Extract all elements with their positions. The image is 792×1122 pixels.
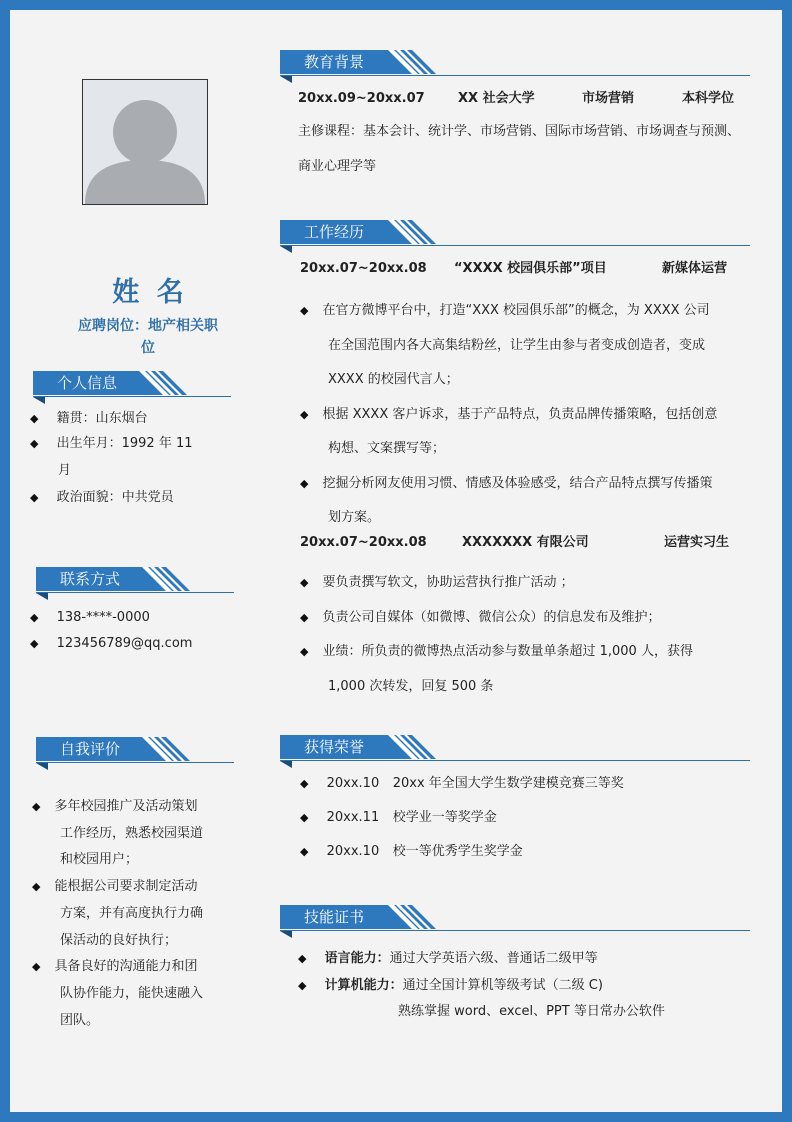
self-eval-line: 团队。 xyxy=(60,1012,100,1028)
diamond-icon: ◆ xyxy=(300,610,309,624)
ribbon-fold xyxy=(36,763,48,770)
education-school: XX 社会大学 xyxy=(458,91,535,106)
education-courses-continued: 商业心理学等 xyxy=(298,159,377,174)
education-courses: 主修课程：基本会计、统计学、市场营销、国际市场营销、市场调查与预测、 xyxy=(298,124,741,139)
diamond-icon: ◆ xyxy=(298,952,307,965)
target-position xyxy=(68,315,228,359)
diamond-icon: ◆ xyxy=(300,407,309,421)
self-eval-line xyxy=(32,954,232,981)
diamond-icon: ◆ xyxy=(300,845,309,858)
section-rule xyxy=(280,245,750,246)
job-role: 新媒体运营 xyxy=(662,261,728,276)
duty-line xyxy=(300,601,693,636)
education-period: 20xx.09~20xx.07 xyxy=(298,91,425,106)
section-header-personal xyxy=(33,371,231,397)
duty-line xyxy=(300,635,693,670)
job-duties xyxy=(300,294,717,536)
diamond-icon: ◆ xyxy=(32,960,41,974)
duty-text: 负责公司自媒体（如微博、微信公众）的信息发布及维护； xyxy=(322,609,661,625)
diamond-icon: ◆ xyxy=(30,637,39,650)
section-header-honors xyxy=(280,735,750,761)
skill-text: 通过全国计算机等级考试（二级 C) xyxy=(402,978,603,993)
contact-email xyxy=(30,635,192,653)
personal-item xyxy=(30,410,148,428)
job-period: 20xx.07~20xx.08 xyxy=(300,261,427,276)
diamond-icon: ◆ xyxy=(32,800,41,813)
diamond-icon: ◆ xyxy=(300,811,309,824)
honor-item xyxy=(300,843,523,861)
honor-text: 校学业一等奖学金 xyxy=(392,810,497,825)
duty-line xyxy=(300,566,693,601)
target-position-line: 应聘岗位：地产相关职 xyxy=(78,318,218,334)
ribbon-fold xyxy=(280,76,292,83)
honor-item xyxy=(300,809,497,827)
duty-line: 划方案。 xyxy=(328,510,381,525)
stripe-decoration xyxy=(382,735,444,759)
duty-line: XXXX 的校园代言人； xyxy=(328,372,459,387)
skill-label: 计算机能力： xyxy=(324,978,403,993)
diamond-icon: ◆ xyxy=(30,437,39,450)
self-eval-line: 方案，并有高度执行力确 xyxy=(60,905,204,921)
diamond-icon: ◆ xyxy=(298,979,307,992)
section-title-education: 教育背景 xyxy=(280,50,384,74)
duty-text: 根据 XXXX 客户诉求，基于产品特点，负责品牌传播策略，包括创意 xyxy=(322,406,718,422)
personal-item-text: 政治面貌：中共党员 xyxy=(56,490,174,505)
duty-line: 1,000 次转发，回复 500 条 xyxy=(328,678,494,694)
honor-item xyxy=(300,775,624,793)
education-major: 市场营销 xyxy=(582,91,635,106)
duty-line: 在全国范围内各大高集结粉丝，让学生由参与者变成创造者，变成 xyxy=(328,337,706,353)
stripe-decoration xyxy=(382,905,444,929)
phone-text: 138-****-0000 xyxy=(56,610,150,625)
honor-date: 20xx.10 xyxy=(326,844,380,859)
section-title-work: 工作经历 xyxy=(280,220,384,244)
self-eval-list xyxy=(32,794,232,1034)
duty-line xyxy=(300,467,717,502)
section-rule xyxy=(280,75,750,76)
duty-line xyxy=(300,294,717,329)
personal-item xyxy=(30,489,174,507)
honor-date: 20xx.11 xyxy=(326,810,380,825)
avatar xyxy=(82,79,208,205)
honor-text: 20xx 年全国大学生数学建模竞赛三等奖 xyxy=(392,776,624,791)
personal-item-continued: 月 xyxy=(58,463,72,478)
honor-date: 20xx.10 xyxy=(326,776,380,791)
contact-phone xyxy=(30,609,150,627)
diamond-icon: ◆ xyxy=(300,645,309,658)
diamond-icon: ◆ xyxy=(32,880,41,894)
duty-text: 在官方微博平台中，打造“XXX 校园俱乐部”的概念，为 XXXX 公司 xyxy=(322,303,710,318)
ribbon-fold xyxy=(36,593,48,600)
section-title-contact: 联系方式 xyxy=(36,567,138,591)
section-rule xyxy=(36,592,234,593)
self-eval-text: 具备良好的沟通能力和团 xyxy=(54,959,198,975)
section-header-work xyxy=(280,220,750,246)
self-eval-text: 能根据公司要求制定活动 xyxy=(54,879,198,895)
job-duties xyxy=(300,566,693,704)
duty-text: 业绩：所负责的微博热点活动参与数量单条超过 1,000 人，获得 xyxy=(322,644,693,659)
self-eval-line: 工作经历，熟悉校园渠道 xyxy=(60,825,204,841)
section-title-personal: 个人信息 xyxy=(33,371,135,395)
duty-line xyxy=(300,398,717,433)
target-position-line: 位 xyxy=(141,340,155,356)
section-rule xyxy=(280,930,750,931)
duty-text: 挖掘分析网友使用习惯、情感及体验感受，结合产品特点撰写传播策 xyxy=(322,475,713,491)
skill-computer xyxy=(298,977,603,995)
duty-line: 构想、文案撰写等； xyxy=(328,441,446,456)
stripe-decoration xyxy=(136,737,198,761)
section-title-self-eval: 自我评价 xyxy=(36,737,138,761)
ribbon-fold xyxy=(33,397,45,404)
skill-language xyxy=(298,950,598,968)
self-eval-line: 和校园用户； xyxy=(60,852,139,868)
honor-text: 校一等优秀学生奖学金 xyxy=(392,844,523,859)
section-title-skills: 技能证书 xyxy=(280,905,384,929)
ribbon-fold xyxy=(280,246,292,253)
diamond-icon: ◆ xyxy=(300,476,309,490)
candidate-name: 姓 名 xyxy=(112,277,188,308)
diamond-icon: ◆ xyxy=(30,611,39,624)
self-eval-line xyxy=(32,874,232,901)
diamond-icon: ◆ xyxy=(30,491,39,504)
personal-item-text: 出生年月：1992 年 11 xyxy=(56,436,193,451)
stripe-decoration xyxy=(136,567,198,591)
section-title-honors: 获得荣誉 xyxy=(280,735,384,759)
job-project: “XXXX 校园俱乐部”项目 xyxy=(454,261,607,276)
email-text: 123456789@qq.com xyxy=(56,636,193,651)
skill-text: 通过大学英语六级、普通话二级甲等 xyxy=(389,951,598,966)
education-degree: 本科学位 xyxy=(682,91,735,106)
section-header-skills xyxy=(280,905,750,931)
section-rule xyxy=(280,760,750,761)
job-company: XXXXXXX 有限公司 xyxy=(462,535,589,550)
self-eval-line: 保活动的良好执行； xyxy=(60,932,178,948)
self-eval-line: 队协作能力，能快速融入 xyxy=(60,985,204,1001)
job-period: 20xx.07~20xx.08 xyxy=(300,535,427,550)
duty-text: 要负责撰写软文，协助运营执行推广活动 ； xyxy=(322,575,574,590)
section-header-self-eval xyxy=(36,737,234,763)
diamond-icon: ◆ xyxy=(30,412,39,425)
self-eval-line xyxy=(32,794,232,821)
section-rule xyxy=(33,396,231,397)
section-header-contact xyxy=(36,567,234,593)
skill-computer-continued: 熟练掌握 word、excel、PPT 等日常办公软件 xyxy=(398,1004,665,1019)
stripe-decoration xyxy=(133,371,195,395)
personal-item-text: 籍贯：山东烟台 xyxy=(56,411,148,426)
diamond-icon: ◆ xyxy=(300,576,309,589)
section-rule xyxy=(36,762,234,763)
ribbon-fold xyxy=(280,931,292,938)
section-header-education xyxy=(280,50,750,76)
personal-item xyxy=(30,435,193,453)
diamond-icon: ◆ xyxy=(300,304,309,317)
self-eval-text: 多年校园推广及活动策划 xyxy=(54,799,198,814)
skill-label: 语言能力： xyxy=(324,951,390,966)
stripe-decoration xyxy=(382,50,444,74)
stripe-decoration xyxy=(382,220,444,244)
job-role: 运营实习生 xyxy=(664,535,730,550)
avatar-placeholder-icon xyxy=(83,80,207,204)
diamond-icon: ◆ xyxy=(300,777,309,790)
ribbon-fold xyxy=(280,761,292,768)
